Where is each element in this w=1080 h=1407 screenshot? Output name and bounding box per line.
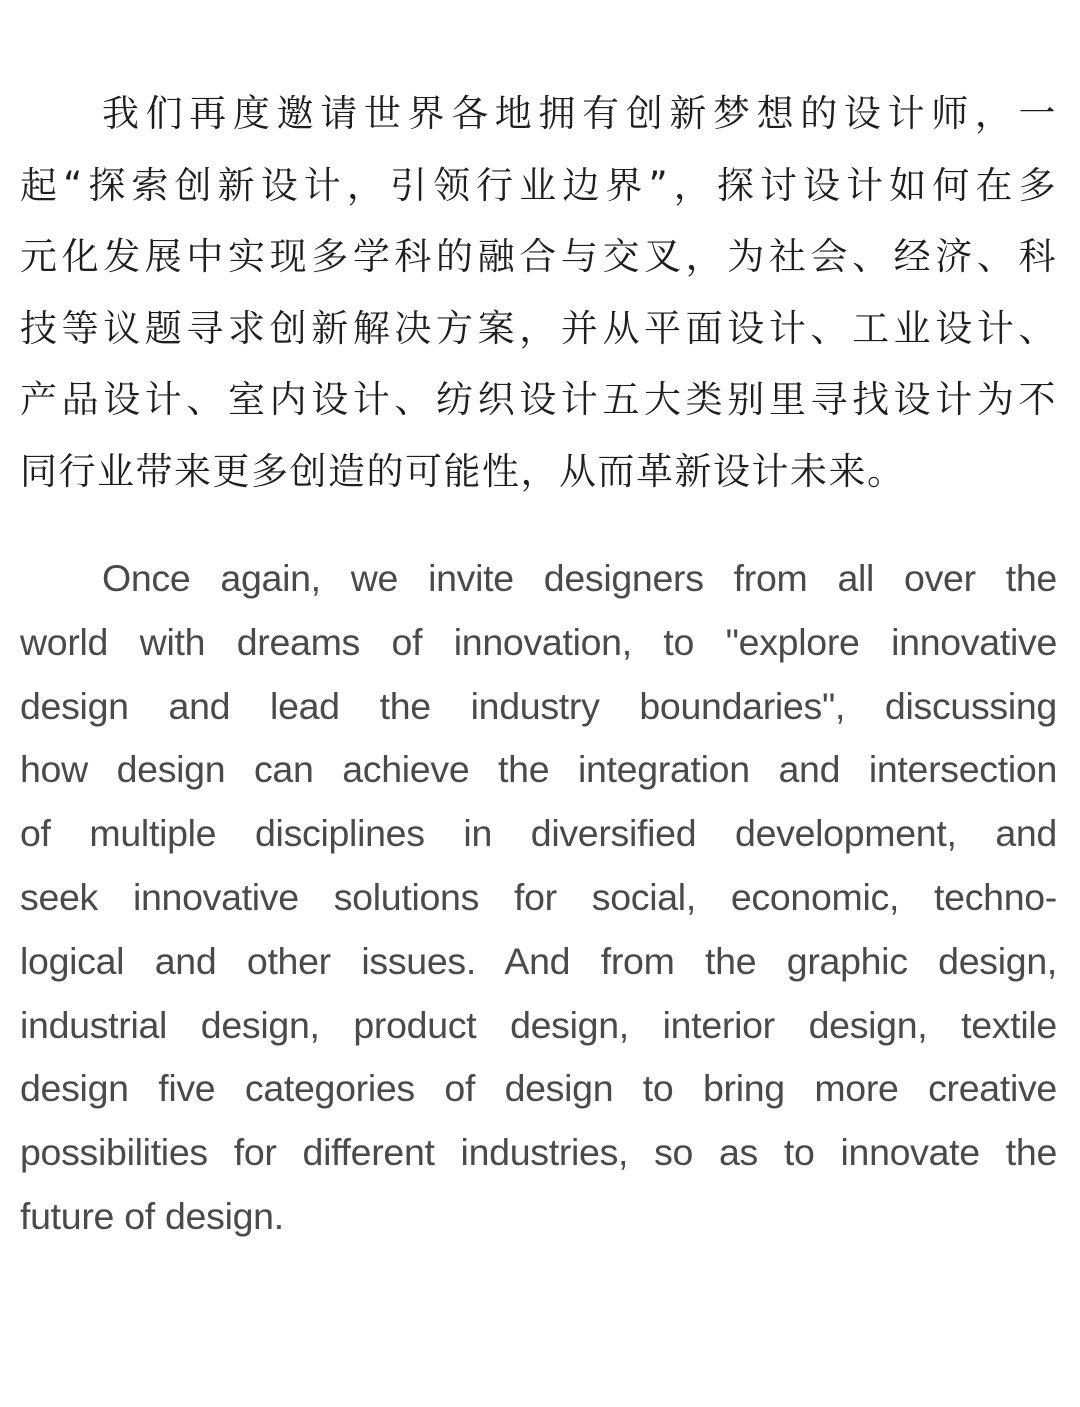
english-line: future of design. [20,1194,284,1237]
chinese-line: 元化发展中实现多学科的融合与交叉，为社会、经济、科 [20,235,1057,278]
chinese-line: 我们再度邀请世界各地拥有创新梦想的设计师，一 [102,92,1057,135]
english-line: how design can achieve the integration and intersection [20,748,1057,791]
chinese-paragraph [20,78,1057,507]
english-line: design five categories of design to bring more creative [20,1067,1057,1110]
english-line: of multiple disciplines in diversified development, and [20,812,1057,855]
english-paragraph [20,547,1057,1249]
english-line: world with dreams of innovation, to "explore innovative [20,620,1057,663]
english-line: possibilities for different industries, so as to innovate the [20,1131,1057,1174]
chinese-line: 产品设计、室内设计、纺织设计五大类别里寻找设计为不 [20,378,1057,421]
english-line: logical and other issues. And from the graphic design, [20,939,1057,982]
chinese-line: 技等议题寻求创新解决方案，并从平面设计、工业设计、 [20,306,1057,350]
english-line: design and lead the industry boundaries", discussing [20,684,1057,727]
english-line: Once again, we invite designers from all over the [102,557,1057,599]
chinese-line: 同行业带来更多创造的可能性，从而革新设计未来。 [20,449,906,493]
chinese-line: 起“探索创新设计，引领行业边界”，探讨设计如何在多 [20,163,1057,207]
english-line: seek innovative solutions for social, economic, techno- [20,875,1057,918]
english-line: industrial design, product design, interior design, textile [20,1003,1057,1046]
article-body [20,78,1057,1249]
